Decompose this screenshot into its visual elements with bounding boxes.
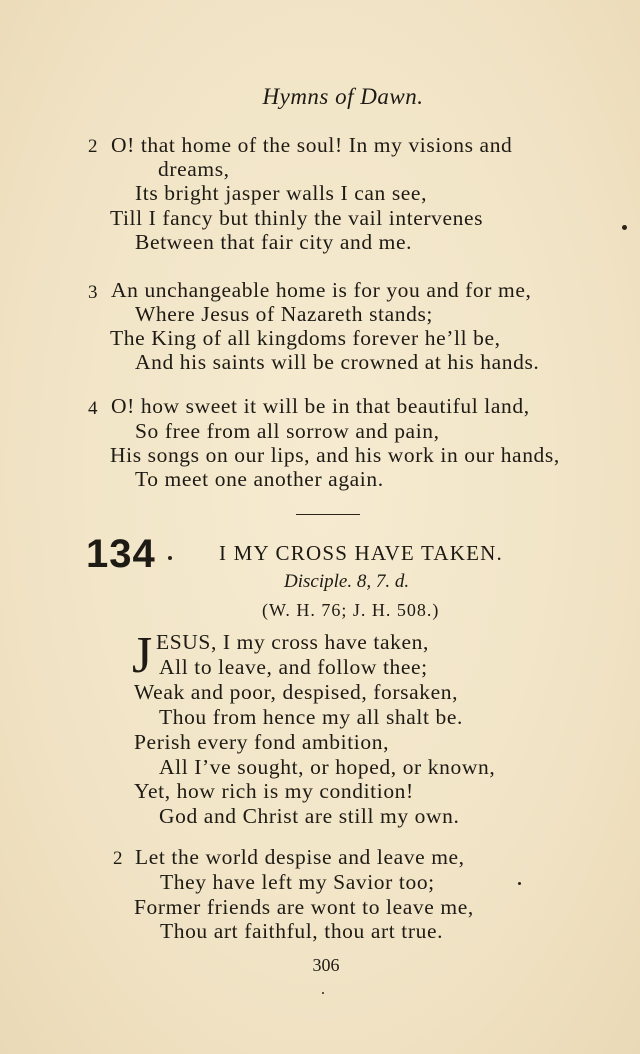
verse-line: The King of all kingdoms forever he’ll be,: [110, 326, 501, 350]
verse-line: dreams,: [158, 157, 230, 181]
hymn-meter: Disciple. 8, 7. d.: [284, 571, 410, 592]
verse-line: Let the world despise and leave me,: [135, 845, 465, 869]
verse-line: Weak and poor, despised, forsaken,: [134, 680, 459, 704]
verse-line: They have left my Savior too;: [160, 870, 435, 894]
verse-line: Thou from hence my all shalt be.: [159, 705, 463, 729]
ink-speck: [322, 992, 324, 994]
hymn-title: I MY CROSS HAVE TAKEN.: [219, 541, 503, 565]
verse-line: An unchangeable home is for you and for me,: [111, 278, 532, 302]
hymn-number: 134: [86, 532, 156, 576]
verse-number: 2: [113, 848, 123, 869]
verse-line: Where Jesus of Nazareth stands;: [135, 302, 433, 326]
verse-line: To meet one another again.: [135, 467, 384, 491]
verse-number: 2: [88, 136, 98, 157]
page-number: 306: [312, 955, 340, 975]
verse-line: O! how sweet it will be in that beautiful land,: [111, 394, 530, 418]
verse-line: God and Christ are still my own.: [159, 804, 460, 828]
running-head: Hymns of Dawn.: [262, 84, 424, 109]
verse-line: And his saints will be crowned at his hands.: [135, 350, 540, 374]
verse-line: O! that home of the soul! In my visions and: [111, 133, 513, 157]
verse-line: All I’ve sought, or hoped, or known,: [159, 755, 496, 779]
verse-line: Perish every fond ambition,: [134, 730, 390, 754]
verse-line: So free from all sorrow and pain,: [135, 419, 440, 443]
verse-line: Its bright jasper walls I can see,: [135, 181, 428, 205]
verse-line: Former friends are wont to leave me,: [134, 895, 474, 919]
verse-line: Yet, how rich is my condition!: [134, 779, 414, 803]
verse-line: ESUS, I my cross have taken,: [156, 630, 429, 654]
ink-speck: [622, 225, 627, 230]
verse-line: Between that fair city and me.: [135, 230, 413, 254]
drop-cap: J: [132, 627, 153, 684]
verse-line: His songs on our lips, and his work in our hands,: [110, 443, 560, 467]
verse-number: 3: [88, 282, 98, 303]
ink-speck: [518, 882, 521, 885]
verse-number: 4: [88, 398, 98, 419]
hymn-references: (W. H. 76; J. H. 508.): [262, 600, 440, 620]
verse-line: Till I fancy but thinly the vail intervenes: [110, 206, 484, 230]
verse-line: All to leave, and follow thee;: [159, 655, 428, 679]
hymn-number-mark: [168, 556, 172, 560]
verse-line: Thou art faithful, thou art true.: [160, 919, 444, 943]
section-divider: [296, 514, 360, 515]
